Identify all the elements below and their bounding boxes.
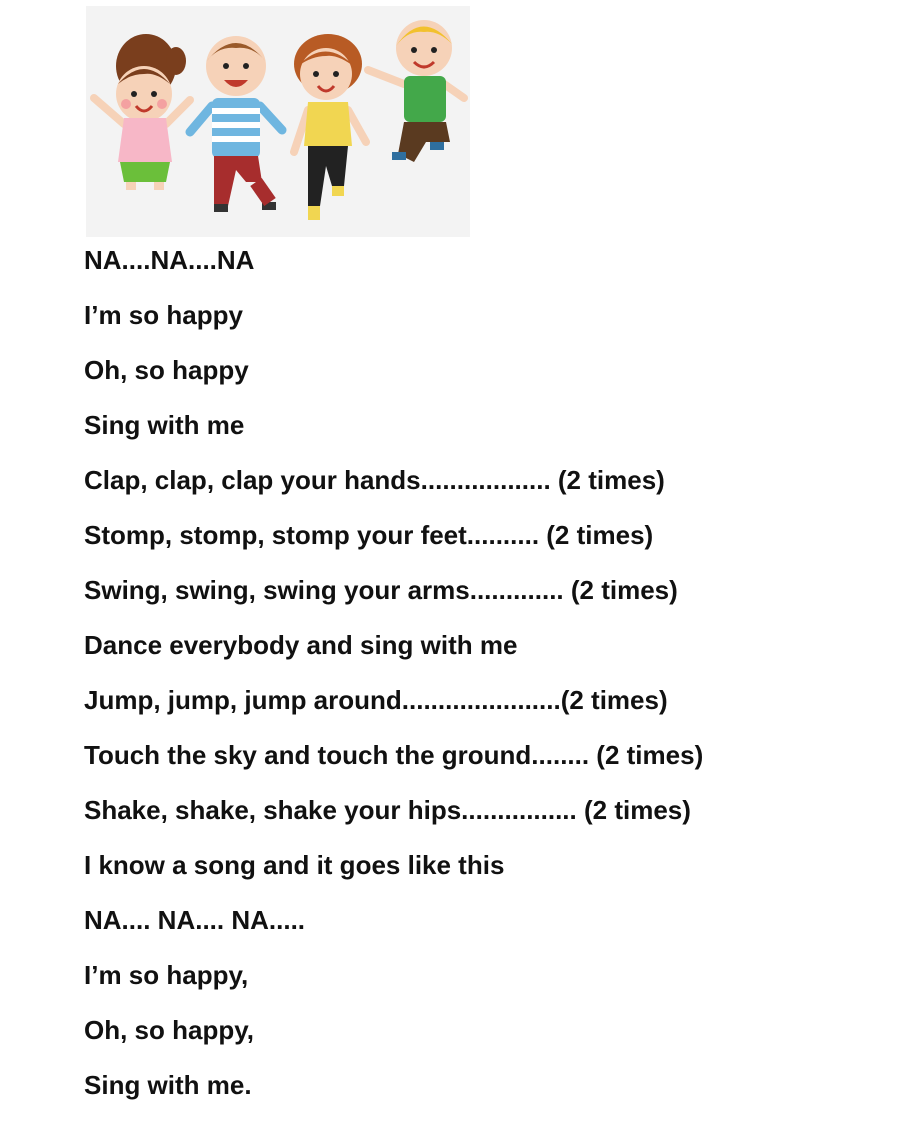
lyric-line: I know a song and it goes like this xyxy=(84,850,505,880)
girl-pink-top-figure xyxy=(94,34,190,190)
boy-green-shirt-figure xyxy=(368,20,464,162)
lyric-line: Swing, swing, swing your arms............. (2 times) xyxy=(84,575,678,605)
lyric-line: Sing with me. xyxy=(84,1070,252,1100)
lyric-line: Sing with me xyxy=(84,410,245,440)
lyric-line: NA....NA....NA xyxy=(84,245,255,275)
lyric-line: Touch the sky and touch the ground........ (2 times) xyxy=(84,740,704,770)
lyric-line: NA.... NA.... NA..... xyxy=(84,905,306,935)
lyric-line: Oh, so happy, xyxy=(84,1015,254,1045)
lyric-line: I’m so happy xyxy=(84,300,243,330)
lyric-line: Dance everybody and sing with me xyxy=(84,630,518,660)
lyric-line: Jump, jump, jump around......................(2 times) xyxy=(84,685,668,715)
lyric-line: Oh, so happy xyxy=(84,355,249,385)
lyric-line: Clap, clap, clap your hands.................. (2 times) xyxy=(84,465,665,495)
song-lyrics xyxy=(84,243,904,1123)
boy-striped-shirt-figure xyxy=(190,36,282,212)
lyric-line: I’m so happy, xyxy=(84,960,249,990)
girl-yellow-top-figure xyxy=(294,34,366,220)
lyric-line: Stomp, stomp, stomp your feet.......... (2 times) xyxy=(84,520,654,550)
jumping-children-illustration xyxy=(86,6,470,237)
lyric-line: Shake, shake, shake your hips................ (2 times) xyxy=(84,795,691,825)
